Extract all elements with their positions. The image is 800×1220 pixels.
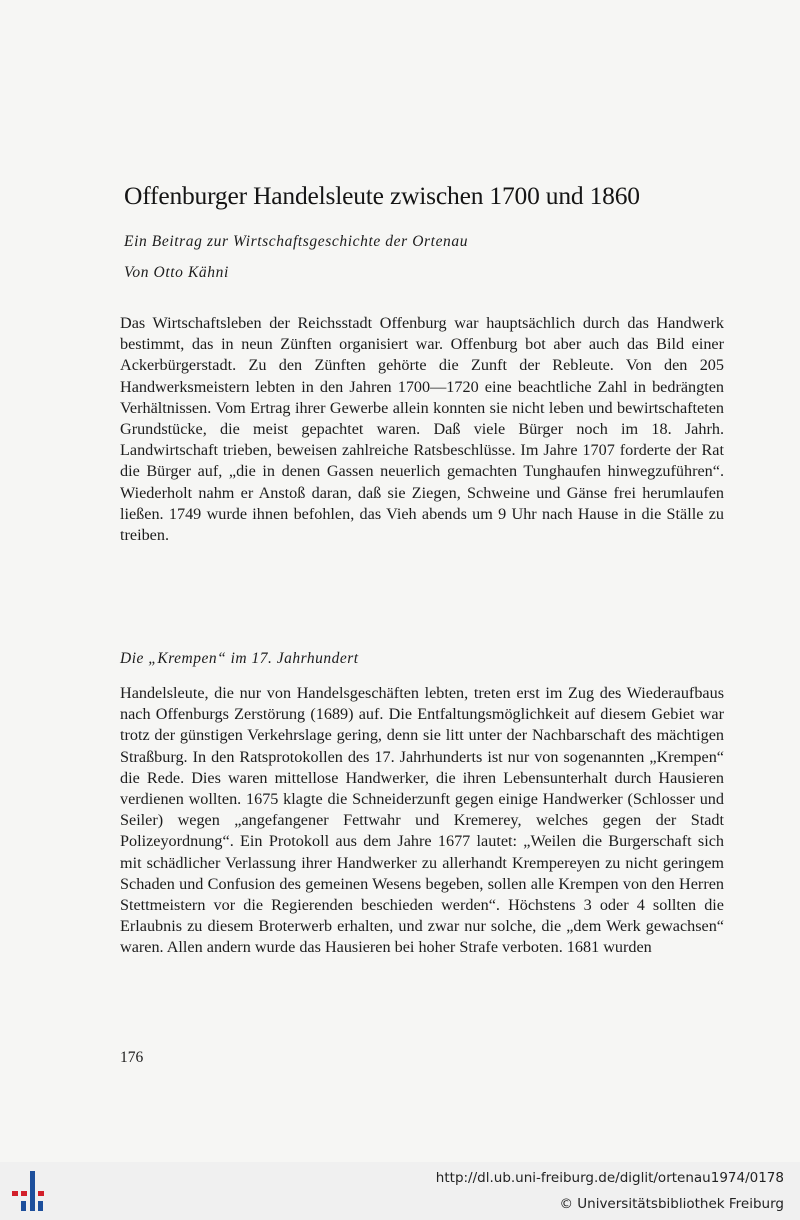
viewer-footer [0, 1162, 800, 1220]
paragraph-2: Handelsleute, die nur von Handelsgeschäften lebten, treten erst im Zug des Wiederaufbaus nach Offenburgs Zerstörung (1689) auf. Die Entfaltungsmöglichkeit auf diesem Gebiet war trotz der günstigen Verkehrslage gering, denn sie litt unter der Nachbarschaft des mächtigen Straßburg. In den Ratsprotokollen des 17. Jahrhunderts ist nur von sogenannten „Krempen“ die Rede. Dies waren mittellose Handwerker, die ihren Lebensunterhalt durch Hausieren verdienen wollten. 1675 klagte die Schneiderzunft gegen einige Handwerker (Schlosser und Seiler) wegen „angefangener Fettwahr und Kremerey, welches gegen der Stadt Polizeyordnung“. Ein Protokoll aus dem Jahre 1677 lautet: „Weilen die Burgerschaft sich mit schädlicher Verlassung ihrer Handwerker zu allerhandt Krempereyen zu nicht geringem Schaden und Confusion des gemeinen Wesens begeben, sollen alle Krempen von den Herren Stettmeistern vor die Regierenden beschieden werden“. Höchstens 3 oder 4 sollten die Erlaubnis zu diesem Broterwerb erhalten, und zwar nur solche, die „dem Werk gewachsen“ waren. Allen andern wurde das Hausieren bei hoher Strafe verboten. 1681 wurden [120, 684, 724, 957]
paragraph-1: Das Wirtschaftsleben der Reichsstadt Offenburg war hauptsächlich durch das Handwerk bestimmt, das in neun Zünften organisiert war. Offenburg bot aber auch das Bild einer Ackerbürgerstadt. Zu den Zünften gehörte die Zunft der Rebleute. Von den 205 Handwerksmeistern lebten in den Jahren 1700—1720 eine beachtliche Zahl in bedrängten Verhältnissen. Vom Ertrag ihrer Gewerbe allein konnten sie nicht leben und bewirtschafteten Grundstücke, die meist gepachtet waren. Daß viele Bürger noch im 18. Jahrh. Landwirtschaft trieben, beweisen zahlreiche Ratsbeschlüsse. Im Jahre 1707 forderte der Rat die Bürger auf, „die in denen Gassen neuerlich gemachten Tunghaufen hinwegzuführen“. Wiederholt nahm er Anstoß daran, daß sie Ziegen, Schweine und Gänse frei herumlaufen ließen. 1749 wurde ihnen befohlen, das Vieh abends um 9 Uhr nach Hause in die Ställe zu treiben. [120, 314, 724, 545]
article-author: Von Otto Kähni [124, 264, 229, 281]
article-title: Offenburger Handelsleute zwischen 1700 und 1860 [124, 181, 640, 210]
copyright-notice: © Universitätsbibliothek Freiburg [559, 1196, 784, 1212]
ub-freiburg-logo-icon [8, 1169, 52, 1213]
page-number: 176 [120, 1049, 144, 1066]
permalink[interactable]: http://dl.ub.uni-freiburg.de/diglit/ortenau1974/0178 [435, 1170, 784, 1186]
section-heading: Die „Krempen“ im 17. Jahrhundert [120, 650, 359, 667]
article-subtitle: Ein Beitrag zur Wirtschaftsgeschichte der Ortenau [124, 233, 469, 250]
